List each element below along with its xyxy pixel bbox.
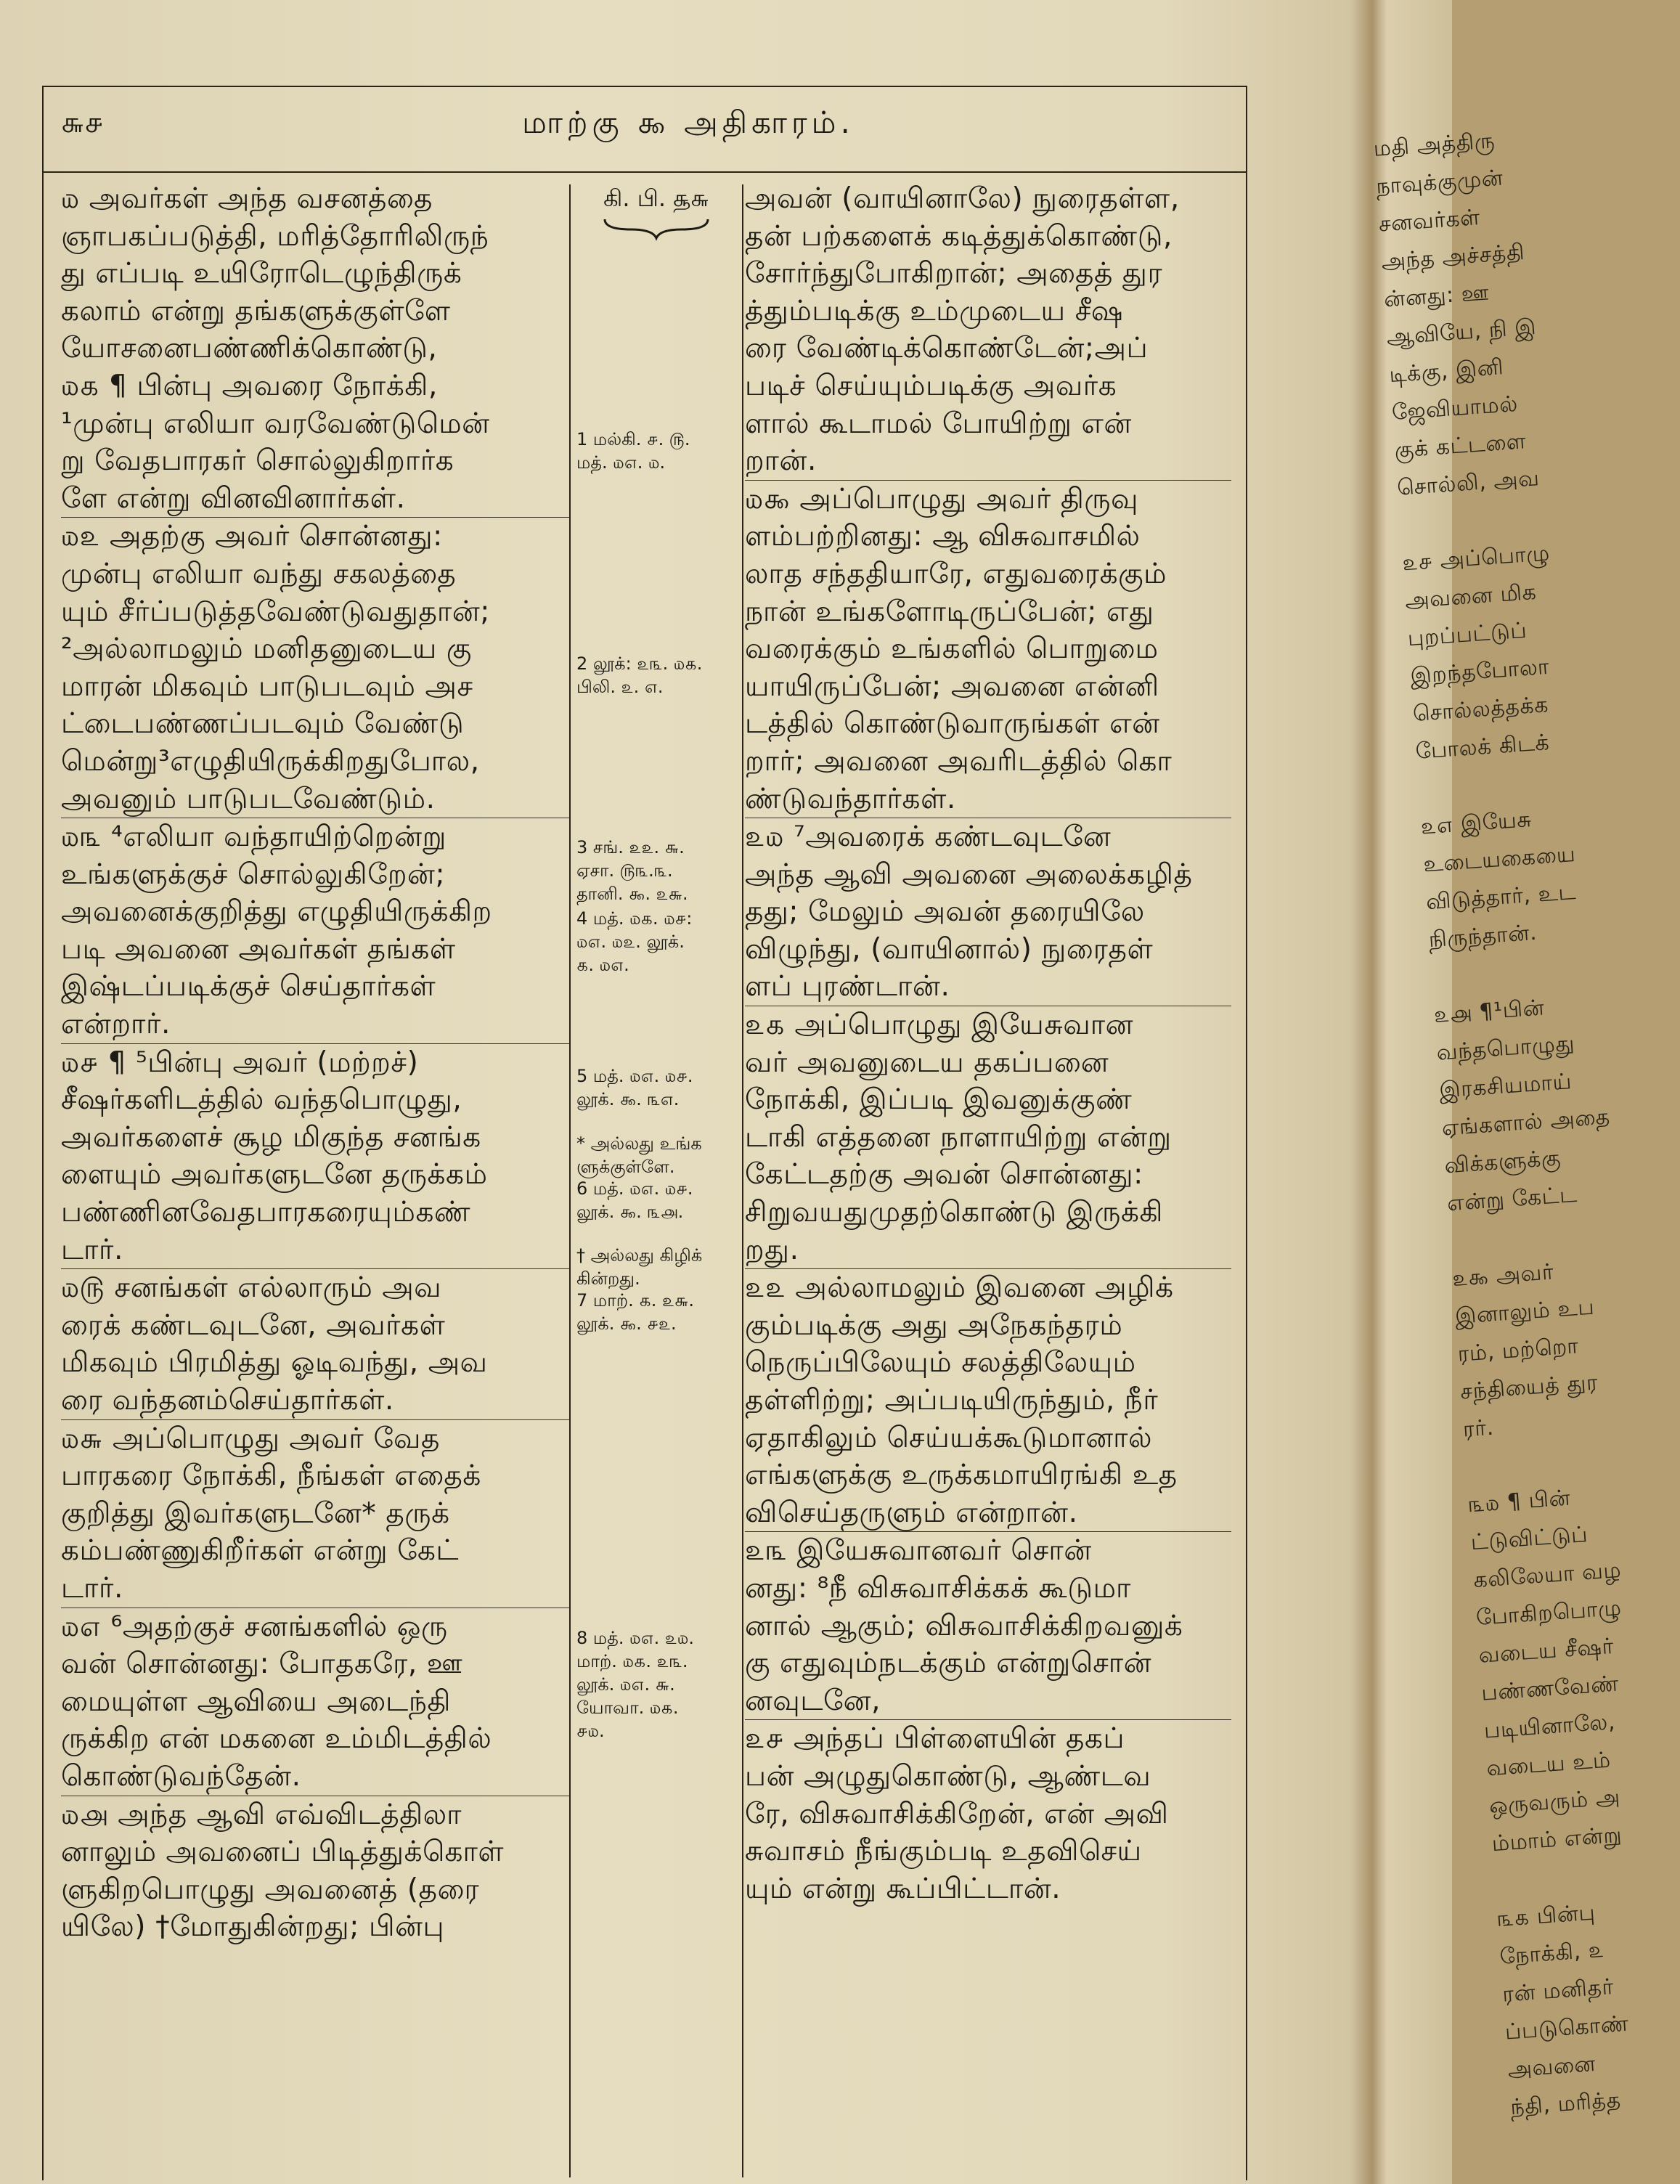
facing-page-line: அந்த அச்சத்தி	[1380, 239, 1526, 275]
text-line: மாரன் மிகவும் பாடுபடவும் அச	[61, 669, 473, 703]
facing-page-line	[1448, 1218, 1530, 1261]
text-line: குறித்து இவர்களுடனே* தருக்	[61, 1496, 450, 1530]
text-line: கொண்டுவந்தேன்.	[61, 1759, 301, 1793]
text-line: ௨௩ இயேசுவானவர் சொன்	[745, 1531, 1231, 1570]
facing-page-line: இனாலும் உப	[1454, 1294, 1596, 1329]
text-line: ண்டுவந்தார்கள்.	[745, 782, 956, 815]
margin-reference-line: 4 மத். ௰௧. ௰௪:	[576, 908, 693, 929]
text-line: ருக்கிற என் மகனை உம்மிடத்தில்	[61, 1722, 492, 1756]
text-line: ௰௨ அதற்கு அவர் சொன்னது:	[61, 517, 569, 555]
margin-reference-line: 8 மத். ௰௭. ௨௰.	[576, 1627, 694, 1648]
margin-reference-line: ளுக்குள்ளே.	[576, 1156, 675, 1177]
facing-page-line: ஜேவியாமல்	[1390, 391, 1519, 426]
header-rule	[42, 171, 1247, 173]
margin-heading: கி. பி. ௲௬	[603, 184, 709, 212]
facing-page-line: ரர்.	[1461, 1414, 1495, 1443]
text-line: அவனும் பாடுபடவேண்டும்.	[61, 782, 436, 815]
top-rule	[42, 86, 1247, 87]
facing-page-line	[1417, 765, 1499, 809]
text-line: யிலே) †மோதுகின்றது; பின்பு	[61, 1910, 445, 1944]
text-line: டாகி எத்தனை நாளாயிற்று என்று	[745, 1120, 1172, 1154]
text-line: ளப் புரண்டான்.	[745, 970, 950, 1003]
text-line: தன் பற்களைக் கடித்துக்கொண்டு,	[745, 219, 1173, 253]
text-line: றான்.	[745, 444, 817, 478]
margin-reference	[576, 1177, 741, 1223]
facing-page-line: இறந்தபோலா	[1409, 653, 1551, 690]
facing-page-line: போகிறபொழு	[1475, 1595, 1623, 1631]
facing-page-line: இரகசியமாய்	[1438, 1069, 1573, 1104]
text-line: கேட்டதற்கு அவன் சொன்னது:	[745, 1158, 1143, 1191]
margin-reference	[576, 1289, 741, 1335]
margin-reference-line: † அல்லது கிழிக்	[576, 1245, 703, 1266]
margin-reference	[576, 1064, 741, 1111]
text-line: யும் என்று கூப்பிட்டான்.	[745, 1872, 1061, 1905]
facing-page-line: வடைய உம்	[1485, 1747, 1612, 1782]
text-line: விழுந்து, (வாயினால்) நுரைதள்	[745, 932, 1154, 966]
text-line: ரே, விசுவாசிக்கிறேன், என் அவி	[745, 1797, 1169, 1830]
text-line: ௨௪ அந்தப் பிள்ளையின் தகப்	[745, 1719, 1231, 1758]
text-line: ௨௨ அல்லாமலும் இவனை அழிக்	[745, 1268, 1231, 1307]
text-line: பாரகரை நோக்கி, நீங்கள் எதைக்	[61, 1459, 481, 1493]
facing-page-line: ப்படுகொண்	[1504, 2010, 1630, 2045]
facing-page-line	[1398, 502, 1480, 545]
text-line: அவர்களைச் சூழ மிகுந்த சனங்க	[61, 1120, 481, 1154]
text-line: கும்படிக்கு அது அநேகந்தரம்	[745, 1308, 1123, 1342]
text-line: நெருப்பிலேயும் சலத்திலேயும்	[745, 1346, 1136, 1380]
margin-references-column	[571, 180, 742, 1741]
margin-reference-line: ௪௰.	[576, 1720, 605, 1741]
facing-page-line: புறப்பட்டுப்	[1406, 617, 1528, 652]
margin-reference-line: மாற். ௰௧. ௨௩.	[576, 1650, 688, 1671]
margin-reference	[576, 907, 741, 977]
margin-reference	[576, 428, 741, 474]
facing-page-line: போலக் கிடக்	[1414, 730, 1551, 765]
text-line: பண்ணினவேதபாரகரையும்கண்	[61, 1196, 471, 1229]
text-line: னது: ⁸நீ விசுவாசிக்கக் கூடுமா	[745, 1571, 1131, 1605]
page-number: ௬௪	[61, 106, 104, 139]
facing-page-line: ஏங்களால் அதை	[1440, 1104, 1611, 1141]
facing-page-line: ௨௯ அவர்	[1451, 1259, 1555, 1292]
facing-page-line	[1464, 1443, 1546, 1487]
text-line: மையுள்ள ஆவியை அடைந்தி	[61, 1684, 452, 1718]
text-line: டார்.	[61, 1233, 123, 1266]
right-frame-rule	[1246, 86, 1247, 2180]
margin-reference-line: 3 சங். ௨௨. ௬.	[576, 837, 685, 857]
margin-reference-line: மத். ௰௭. ௰.	[576, 452, 666, 473]
facing-page-line: ரம், மற்றொ	[1456, 1333, 1580, 1367]
text-line: அவன் (வாயினாலே) நுரைதள்ள,	[745, 182, 1180, 215]
text-line: யும் சீர்ப்படுத்தவேண்டுவதுதான்;	[61, 595, 490, 628]
facing-page-line: மதி அத்திரு	[1372, 128, 1496, 162]
text-line: விசெய்தருளும் என்றான்.	[745, 1496, 1078, 1529]
margin-reference-line: 6 மத். ௰௭. ௰௪.	[576, 1178, 693, 1199]
facing-page-line: சந்தியைத் துர	[1459, 1369, 1599, 1405]
column-divider-right	[742, 184, 743, 2177]
facing-page-line: ௩௰ ¶ பின்	[1467, 1485, 1572, 1518]
facing-page-line: விடுத்தார், உட	[1425, 879, 1577, 916]
text-line: மிகவும் பிரமித்து ஓடிவந்து, அவ	[61, 1346, 488, 1380]
text-line: ௰௧ ¶ பின்பு அவரை நோக்கி,	[61, 369, 438, 402]
margin-reference-line: கின்றது.	[576, 1268, 640, 1289]
text-line: நான் உங்களோடிருப்பேன்; எது	[745, 595, 1154, 628]
facing-page-line	[1430, 954, 1512, 998]
text-line: கு எதுவும்நடக்கும் என்றுசொன்	[745, 1647, 1152, 1680]
facing-page-line: விக்களுக்கு	[1443, 1145, 1562, 1179]
margin-reference-line: தானி. ௯. ௨௬.	[576, 884, 688, 904]
text-line: றார்; அவனை அவரிடத்தில் கொ	[745, 744, 1173, 778]
facing-page-line: ரன் மனிதர்	[1501, 1974, 1615, 2008]
text-line: ரை வந்தனம்செய்தார்கள்.	[61, 1384, 394, 1417]
facing-page-fragment	[1372, 125, 1630, 2127]
text-line: ௰௭ ⁶அதற்குச் சனங்களில் ஒரு	[61, 1608, 569, 1646]
text-line: டார்.	[61, 1571, 123, 1605]
text-line: இஷ்டப்படிக்குச் செய்தார்கள்	[61, 970, 436, 1003]
facing-page-line: ட்டுவிட்டுப்	[1469, 1522, 1589, 1556]
facing-page-line: பண்ணவேண்	[1480, 1671, 1620, 1706]
facing-page-line	[1493, 1858, 1575, 1902]
text-line: ²அல்லாமலும் மனிதனுடைய கு	[61, 632, 472, 666]
text-line: லாத சந்ததியாரே, எதுவரைக்கும்	[745, 557, 1167, 590]
facing-page-line: ௨௪ அப்பொழு	[1401, 540, 1551, 576]
margin-reference-line: லூக். ௯. ௩௮.	[576, 1201, 684, 1222]
margin-reference-line: ஏசா. ௫௩.௩.	[576, 860, 673, 881]
text-line: சோர்ந்துபோகிறான்; அதைத் துர	[745, 257, 1163, 290]
text-line: அவனைக்குறித்து எழுதியிருக்கிற	[61, 895, 492, 929]
text-line: ௰௪ ¶ ⁵பின்பு அவர் (மற்றச்)	[61, 1043, 569, 1082]
text-line: ளுகிறபொழுது அவனைத் (தரை	[61, 1873, 480, 1906]
margin-reference-line: ௧. ௰௭.	[576, 955, 629, 976]
text-line: ளம்பற்றினது: ஆ விசுவாசமில்	[745, 520, 1141, 553]
facing-page-line: கலிலேயா வழ	[1472, 1557, 1623, 1594]
facing-page-line: உடையகையை	[1422, 841, 1577, 878]
margin-reference-line: பிலி. ௨. ௭.	[576, 677, 664, 698]
text-line: தள்ளிற்று; அப்படியிருந்தும், நீர்	[745, 1384, 1159, 1417]
text-line: ௰௯ அப்பொழுது அவர் திருவு	[745, 480, 1231, 518]
text-line: வர் அவனுடைய தகப்பனை	[745, 1046, 1109, 1079]
text-line: று வேதபாரகர் சொல்லுகிறார்க	[61, 444, 454, 478]
facing-page-line: ௨௮ ¶¹பின்	[1432, 995, 1546, 1028]
text-line: முன்பு எலியா வந்து சகலத்தை	[61, 557, 457, 590]
margin-reference-line: லூக். ௯. ௩௭.	[576, 1088, 680, 1109]
right-text-column	[745, 180, 1231, 1907]
facing-page-line: ந்தி, மரித்த	[1509, 2087, 1622, 2121]
text-line: ளால் கூடாமல் போயிற்று என்	[745, 407, 1132, 440]
text-line: ௰ அவர்கள் அந்த வசனத்தை	[61, 182, 433, 215]
text-line: னால் ஆகும்; விசுவாசிக்கிறவனுக்	[745, 1609, 1183, 1642]
text-line: து எப்படி உயிரோடெழுந்திருக்	[61, 257, 462, 290]
margin-reference-line: 1 மல்கி. ௪. ௫.	[576, 428, 690, 449]
text-line: வரைக்கும் உங்களில் பொறுமை	[745, 632, 1159, 666]
margin-reference-line: 5 மத். ௰௭. ௰௪.	[576, 1065, 693, 1086]
text-line: ௨௧ அப்பொழுது இயேசுவான	[745, 1006, 1231, 1044]
column-divider-left	[569, 184, 571, 2177]
text-line: படி அவனை அவர்கள் தங்கள்	[61, 932, 456, 966]
text-line: றது.	[745, 1233, 799, 1266]
facing-page-line: அவனை மிக	[1404, 579, 1538, 614]
margin-reference-line: 2 லூக்: ௨௩. ௰௧.	[576, 653, 703, 675]
text-line: சிறுவயதுமுதற்கொண்டு இருக்கி	[745, 1196, 1164, 1229]
page-title: மாற்கு ௯ அதிகாரம்.	[522, 105, 855, 140]
facing-page-line: குக் கட்டளை	[1393, 428, 1528, 463]
text-line: ௰௫ சனங்கள் எல்லாரும் அவ	[61, 1268, 569, 1307]
text-line: கம்பண்ணுகிறீர்கள் என்று கேட்	[61, 1534, 460, 1568]
text-line: டத்தில் கொண்டுவாருங்கள் என்	[745, 707, 1160, 741]
left-frame-rule	[42, 86, 44, 2180]
text-line: ளே என்று வினவினார்கள்.	[61, 481, 406, 515]
text-line: படிச் செய்யும்படிக்கு அவர்க	[745, 369, 1117, 402]
facing-page-line: சொல்லி, அவ	[1396, 465, 1541, 501]
margin-reference-line: ௰௭. ௰௨. லூக்.	[576, 932, 685, 953]
facing-page-line: அவனை	[1506, 2051, 1597, 2083]
text-line: சுவாசம் நீங்கும்படி உதவிசெய்	[745, 1835, 1142, 1868]
text-line: னாலும் அவனைப் பிடித்துக்கொள்	[61, 1835, 505, 1869]
text-line: ௰௮ அந்த ஆவி எவ்விடத்திலா	[61, 1796, 569, 1834]
margin-reference-line: லூக். ௰௭. ௬.	[576, 1674, 675, 1695]
facing-page-line: சொல்லத்தக்க	[1411, 692, 1550, 727]
facing-page-line: ஆவியே, நி இ	[1385, 314, 1538, 351]
facing-page-line: ன்னது: ஊ	[1383, 280, 1491, 313]
text-line: த்தும்படிக்கு உம்முடைய சீஷ	[745, 294, 1124, 327]
margin-reference	[576, 836, 741, 905]
text-line: எங்களுக்கு உருக்கமாயிரங்கி உத	[745, 1459, 1178, 1492]
text-line: ௰௬ அப்பொழுது அவர் வேத	[61, 1419, 569, 1458]
text-line: வன் சொன்னது: போதகரே, ஊ	[61, 1647, 463, 1681]
text-line: நோக்கி, இப்படி இவனுக்குண்	[745, 1083, 1133, 1117]
facing-page-line: வடைய சீஷர்	[1477, 1633, 1615, 1668]
facing-page-line: சனவர்கள்	[1377, 204, 1481, 237]
text-line: னவுடனே,	[745, 1684, 881, 1717]
text-line: மென்று³எழுதியிருக்கிறதுபோல,	[61, 744, 480, 778]
text-line: கலாம் என்று தங்களுக்குள்ளே	[61, 294, 451, 327]
text-line: உங்களுக்குச் சொல்லுகிறேன்;	[61, 857, 446, 891]
margin-reference-line: லூக். ௯. ௪௨.	[576, 1313, 677, 1335]
margin-reference-line: * அல்லது உங்க	[576, 1133, 702, 1154]
left-text-column	[61, 180, 569, 1946]
margin-reference	[576, 1626, 741, 1743]
facing-page-line: ம்மாம் என்று	[1491, 1822, 1623, 1857]
main-page	[42, 86, 1247, 2180]
margin-reference	[576, 1132, 741, 1178]
text-line: ளையும் அவர்களுடனே தருக்கம்	[61, 1158, 488, 1191]
facing-page-line: ௨௭ இயேசு	[1419, 807, 1533, 840]
facing-page-line: நாவுக்குமுன்	[1375, 165, 1504, 200]
brace-ornament	[602, 216, 711, 241]
facing-page-line: ஒருவரும் அ	[1488, 1784, 1621, 1820]
text-line: பன் அழுதுகொண்டு, ஆண்டவ	[745, 1759, 1151, 1793]
margin-reference	[576, 652, 741, 698]
margin-reference	[576, 1244, 741, 1290]
facing-page-line: வந்தபொழுது	[1435, 1030, 1576, 1066]
text-line: ¹முன்பு எலியா வரவேண்டுமென்	[61, 407, 490, 440]
facing-page-line: ௩௧ பின்பு	[1496, 1899, 1597, 1932]
facing-page-line: நோக்கி, ௨	[1498, 1936, 1605, 1970]
text-line: ரை வேண்டிக்கொண்டேன்;அப்	[745, 332, 1149, 365]
margin-reference-line: யோவா. ௰௧.	[576, 1697, 679, 1718]
facing-page-line: படியினாலே,	[1483, 1709, 1617, 1744]
text-line: யோசனைபண்ணிக்கொண்டு,	[61, 332, 438, 365]
facing-page-line: நிருந்தான்.	[1427, 919, 1538, 953]
text-line: அந்த ஆவி அவனை அலைக்கழித்	[745, 857, 1193, 891]
text-line: சீஷர்களிடத்தில் வந்தபொழுது,	[61, 1083, 462, 1117]
text-line: ஏதாகிலும் செய்யக்கூடுமானால்	[745, 1421, 1153, 1454]
margin-reference-line: 7 மாற். ௧. ௨௬.	[576, 1290, 695, 1311]
text-line: யாயிருப்பேன்; அவனை என்னி	[745, 669, 1159, 703]
text-line: ட்டைபண்ணப்படவும் வேண்டு	[61, 707, 465, 741]
text-line: ரைக் கண்டவுடனே, அவர்கள்	[61, 1308, 446, 1342]
facing-page-line: டிக்கு, இனி	[1388, 354, 1505, 388]
text-line: தது; மேலும் அவன் தரையிலே	[745, 895, 1145, 929]
text-line: என்றார்.	[61, 1008, 171, 1041]
text-line: ௰௩ ⁴எலியா வந்தாயிற்றென்று	[61, 818, 569, 856]
facing-page-line: என்று கேட்ட	[1446, 1181, 1578, 1217]
text-line: ௨௰ ⁷அவரைக் கண்டவுடனே	[745, 818, 1231, 856]
text-line: ஞாபகப்படுத்தி, மரித்தோரிலிருந்	[61, 219, 489, 253]
